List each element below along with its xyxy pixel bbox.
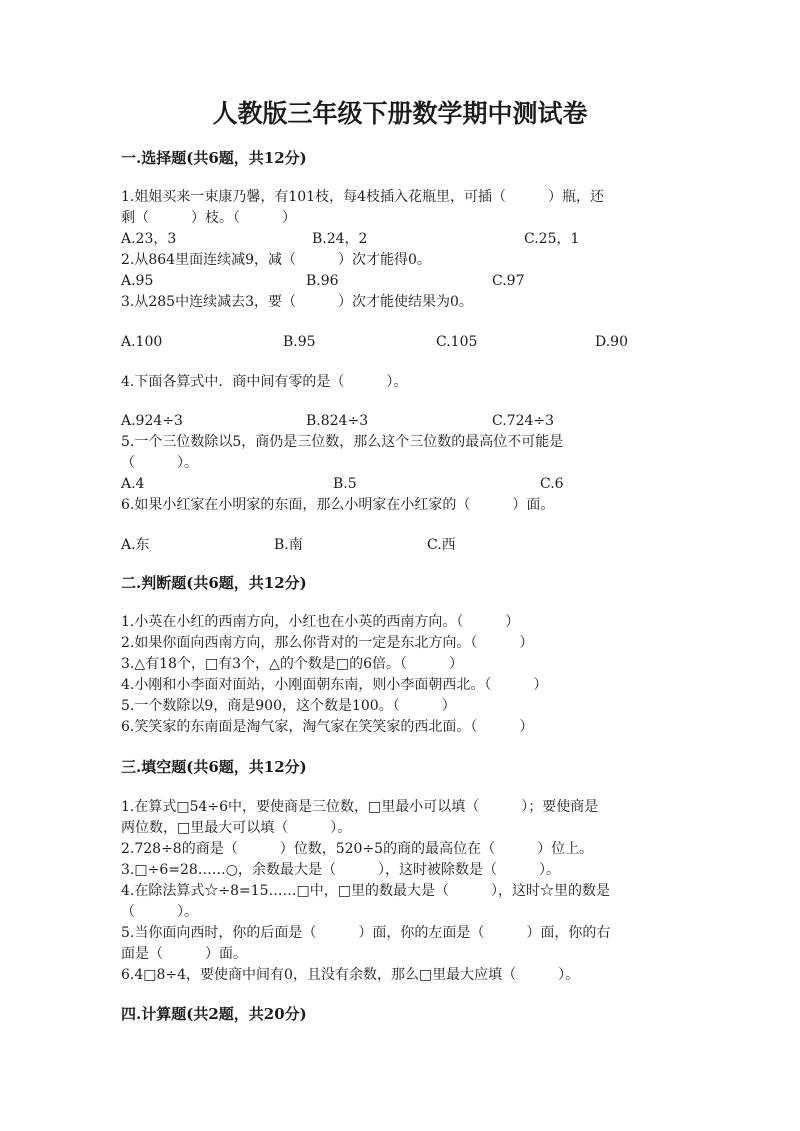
question-text: 4.在除法算式☆÷8=15……□中，□里的数最大是（ ），这时☆里的数是 [121, 883, 610, 899]
question-text: （ ）。 [121, 455, 198, 471]
question-text: 1.在算式□54÷6中，要使商是三位数，□里最小可以填（ ）；要使商是 [121, 799, 599, 815]
page-title: 人教版三年级下册数学期中测试卷 [212, 99, 588, 128]
section-heading-fill-blank: 三.填空题(共6题，共12分) [121, 758, 307, 776]
option-a: A.100 [121, 334, 163, 350]
question-text: 2.728÷8的商是（ ）位数，520÷5的商的最高位在（ ）位上。 [121, 841, 594, 857]
option-b: B.95 [283, 334, 316, 350]
option-b: B.24，2 [312, 231, 368, 247]
option-c: C.西 [427, 537, 456, 553]
question-text: 2.从864里面连续减9，减（ ）次才能得0。 [121, 252, 431, 268]
question-text: 1.小英在小红的西南方向，小红也在小英的西南方向。（ ） [121, 614, 520, 630]
section-heading-calculation: 四.计算题(共2题，共20分) [121, 1005, 307, 1023]
question-text: 6.4□8÷4，要使商中间有0，且没有余数，那么□里最大应填（ ）。 [121, 967, 580, 983]
option-a: A.23，3 [121, 231, 177, 247]
question-text: 两位数，□里最大可以填（ ）。 [121, 820, 352, 836]
option-a: A.924÷3 [121, 413, 183, 429]
question-text: 3.从285中连续减去3，要（ ）次才能使结果为0。 [121, 294, 473, 310]
option-b: B.5 [333, 476, 357, 492]
question-text: 3.□÷6=28……○，余数最大是（ ），这时被除数是（ ）。 [121, 862, 560, 878]
option-d: D.90 [595, 334, 628, 350]
option-c: C.97 [492, 273, 525, 289]
question-text: 4.下面各算式中．商中间有零的是（ ）。 [121, 374, 408, 390]
option-c: C.25，1 [524, 231, 580, 247]
question-text: 剩（ ）枝。（ ） [121, 210, 296, 226]
question-text: 面是（ ）面。 [121, 946, 247, 962]
option-c: C.6 [540, 476, 564, 492]
option-b: B.96 [306, 273, 339, 289]
question-text: （ ）。 [121, 904, 198, 920]
question-text: 6.如果小红家在小明家的东面，那么小明家在小红家的（ ）面。 [121, 497, 555, 513]
question-text: 5.一个数除以9，商是900，这个数是100。（ ） [121, 698, 456, 714]
question-text: 5.当你面向西时，你的后面是（ ）面，你的左面是（ ）面，你的右 [121, 925, 611, 941]
question-text: 2.如果你面向西南方向，那么你背对的一定是东北方向。（ ） [121, 635, 534, 651]
question-text: 5.一个三位数除以5，商仍是三位数，那么这个三位数的最高位不可能是 [121, 434, 564, 450]
option-a: A.4 [121, 476, 145, 492]
question-text: 6.笑笑家的东南面是淘气家，淘气家在笑笑家的西北面。（ ） [121, 719, 534, 735]
option-c: C.105 [436, 334, 478, 350]
option-b: B.824÷3 [306, 413, 369, 429]
option-b: B.南 [274, 537, 303, 553]
question-text: 3.△有18个，□有3个，△的个数是□的6倍。（ ） [121, 656, 463, 672]
question-text: 1.姐姐买来一束康乃馨，有101枝，每4枝插入花瓶里，可插（ ）瓶，还 [121, 189, 604, 205]
section-heading-judgement: 二.判断题(共6题，共12分) [121, 574, 307, 592]
question-text: 4.小刚和小李面对面站，小刚面朝东南，则小李面朝西北。（ ） [121, 677, 548, 693]
option-a: A.95 [121, 273, 154, 289]
section-heading-choice: 一.选择题(共6题，共12分) [121, 149, 307, 167]
option-c: C.724÷3 [492, 413, 555, 429]
option-a: A.东 [121, 537, 150, 553]
